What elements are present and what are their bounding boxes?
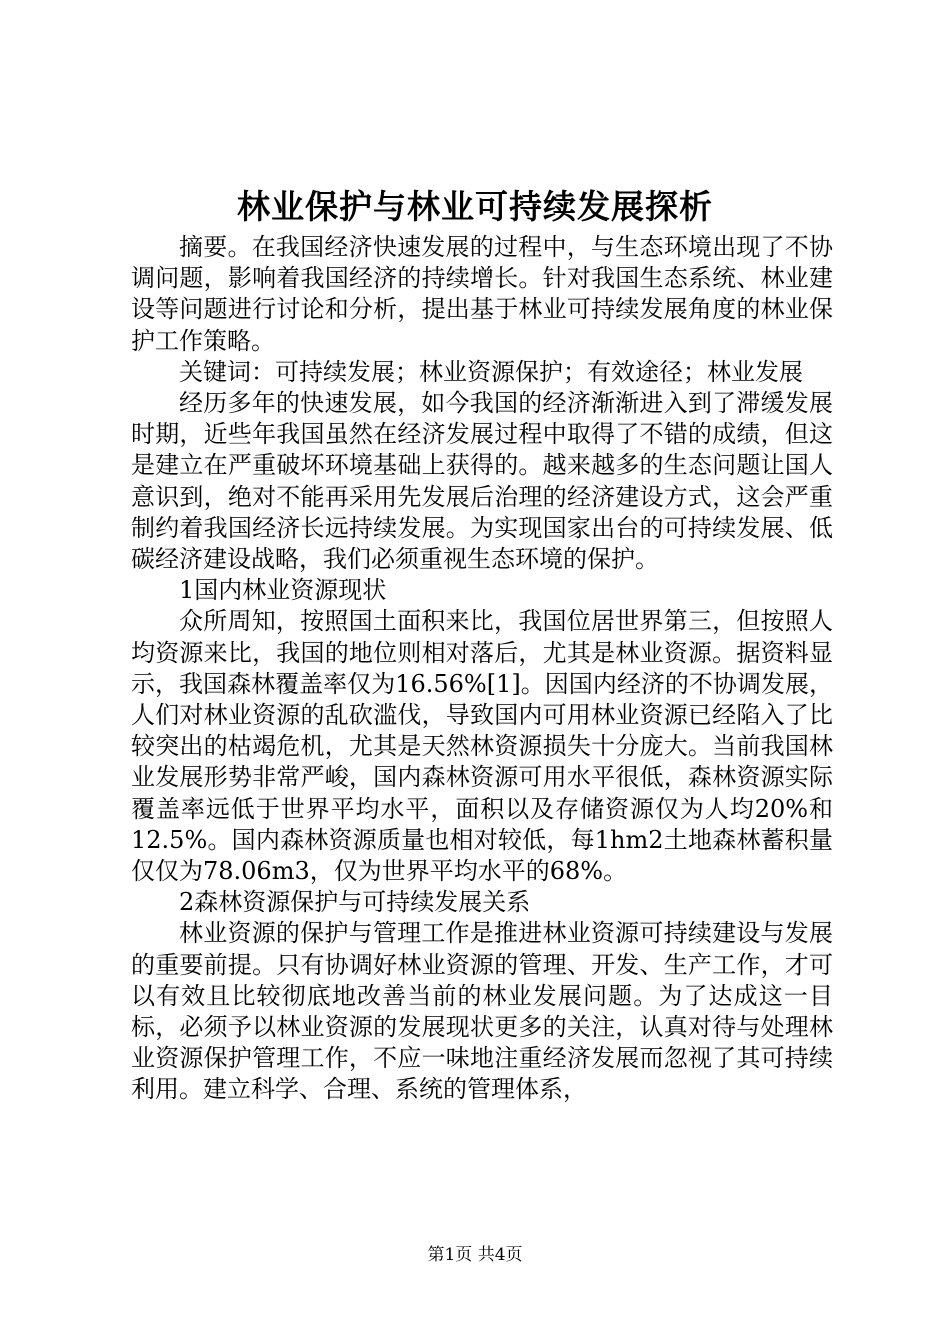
section-heading-1: 1国内林业资源现状 [179, 576, 387, 605]
page-footer: 第1页 共4页 [427, 1245, 523, 1265]
intro-paragraph: 经历多年的快速发展，如今我国的经济渐渐进入到了滞缓发展时期，近些年我国虽然在经济发展过程中取得了不错的成绩，但这是建立在严重破坏环境基础上获得的。越来越多的生态问题让国人意识到，绝对不能再采用先发展后治理的经济建设方式，这会严重制约着我国经济长远持续发展。为实现国家出台的可持续发展、低碳经济建设战略，我们必须重视生态环境的保护。 [131, 389, 833, 574]
document-body [131, 232, 833, 1106]
section-heading-2: 2森林资源保护与可持续发展关系 [179, 888, 531, 917]
keywords-paragraph: 关键词：可持续发展；林业资源保护；有效途径；林业发展 [179, 357, 803, 386]
section-2-paragraph: 林业资源的保护与管理工作是推进林业资源可持续建设与发展的重要前提。只有协调好林业资源的管理、开发、生产工作，才可以有效且比较彻底地改善当前的林业发展问题。为了达成这一目标，必须予以林业资源的发展现状更多的关注，认真对待与处理林业资源保护管理工作，不应一味地注重经济发展而忽视了其可持续利用。建立科学、合理、系统的管理体系， [131, 919, 833, 1104]
section-1-paragraph: 众所周知，按照国土面积来比，我国位居世界第三，但按照人均资源来比，我国的地位则相对落后，尤其是林业资源。据资料显示，我国森林覆盖率仅为16.56%[1]。因国内经济的不协调发展，人们对林业资源的乱砍滥伐，导致国内可用林业资源已经陷入了比较突出的枯竭危机，尤其是天然林资源损失十分庞大。当前我国林业发展形势非常严峻，国内森林资源可用水平很低，森林资源实际覆盖率远低于世界平均水平，面积以及存储资源仅为人均20%和12.5%。国内森林资源质量也相对较低，每1hm2土地森林蓄积量仅仅为78.06m3，仅为世界平均水平的68%。 [131, 607, 833, 886]
abstract-paragraph: 摘要。在我国经济快速发展的过程中，与生态环境出现了不协调问题，影响着我国经济的持续增长。针对我国生态系统、林业建设等问题进行讨论和分析，提出基于林业可持续发展角度的林业保护工作策略。 [131, 233, 833, 355]
document-title: 林业保护与林业可持续发展探析 [237, 187, 713, 226]
